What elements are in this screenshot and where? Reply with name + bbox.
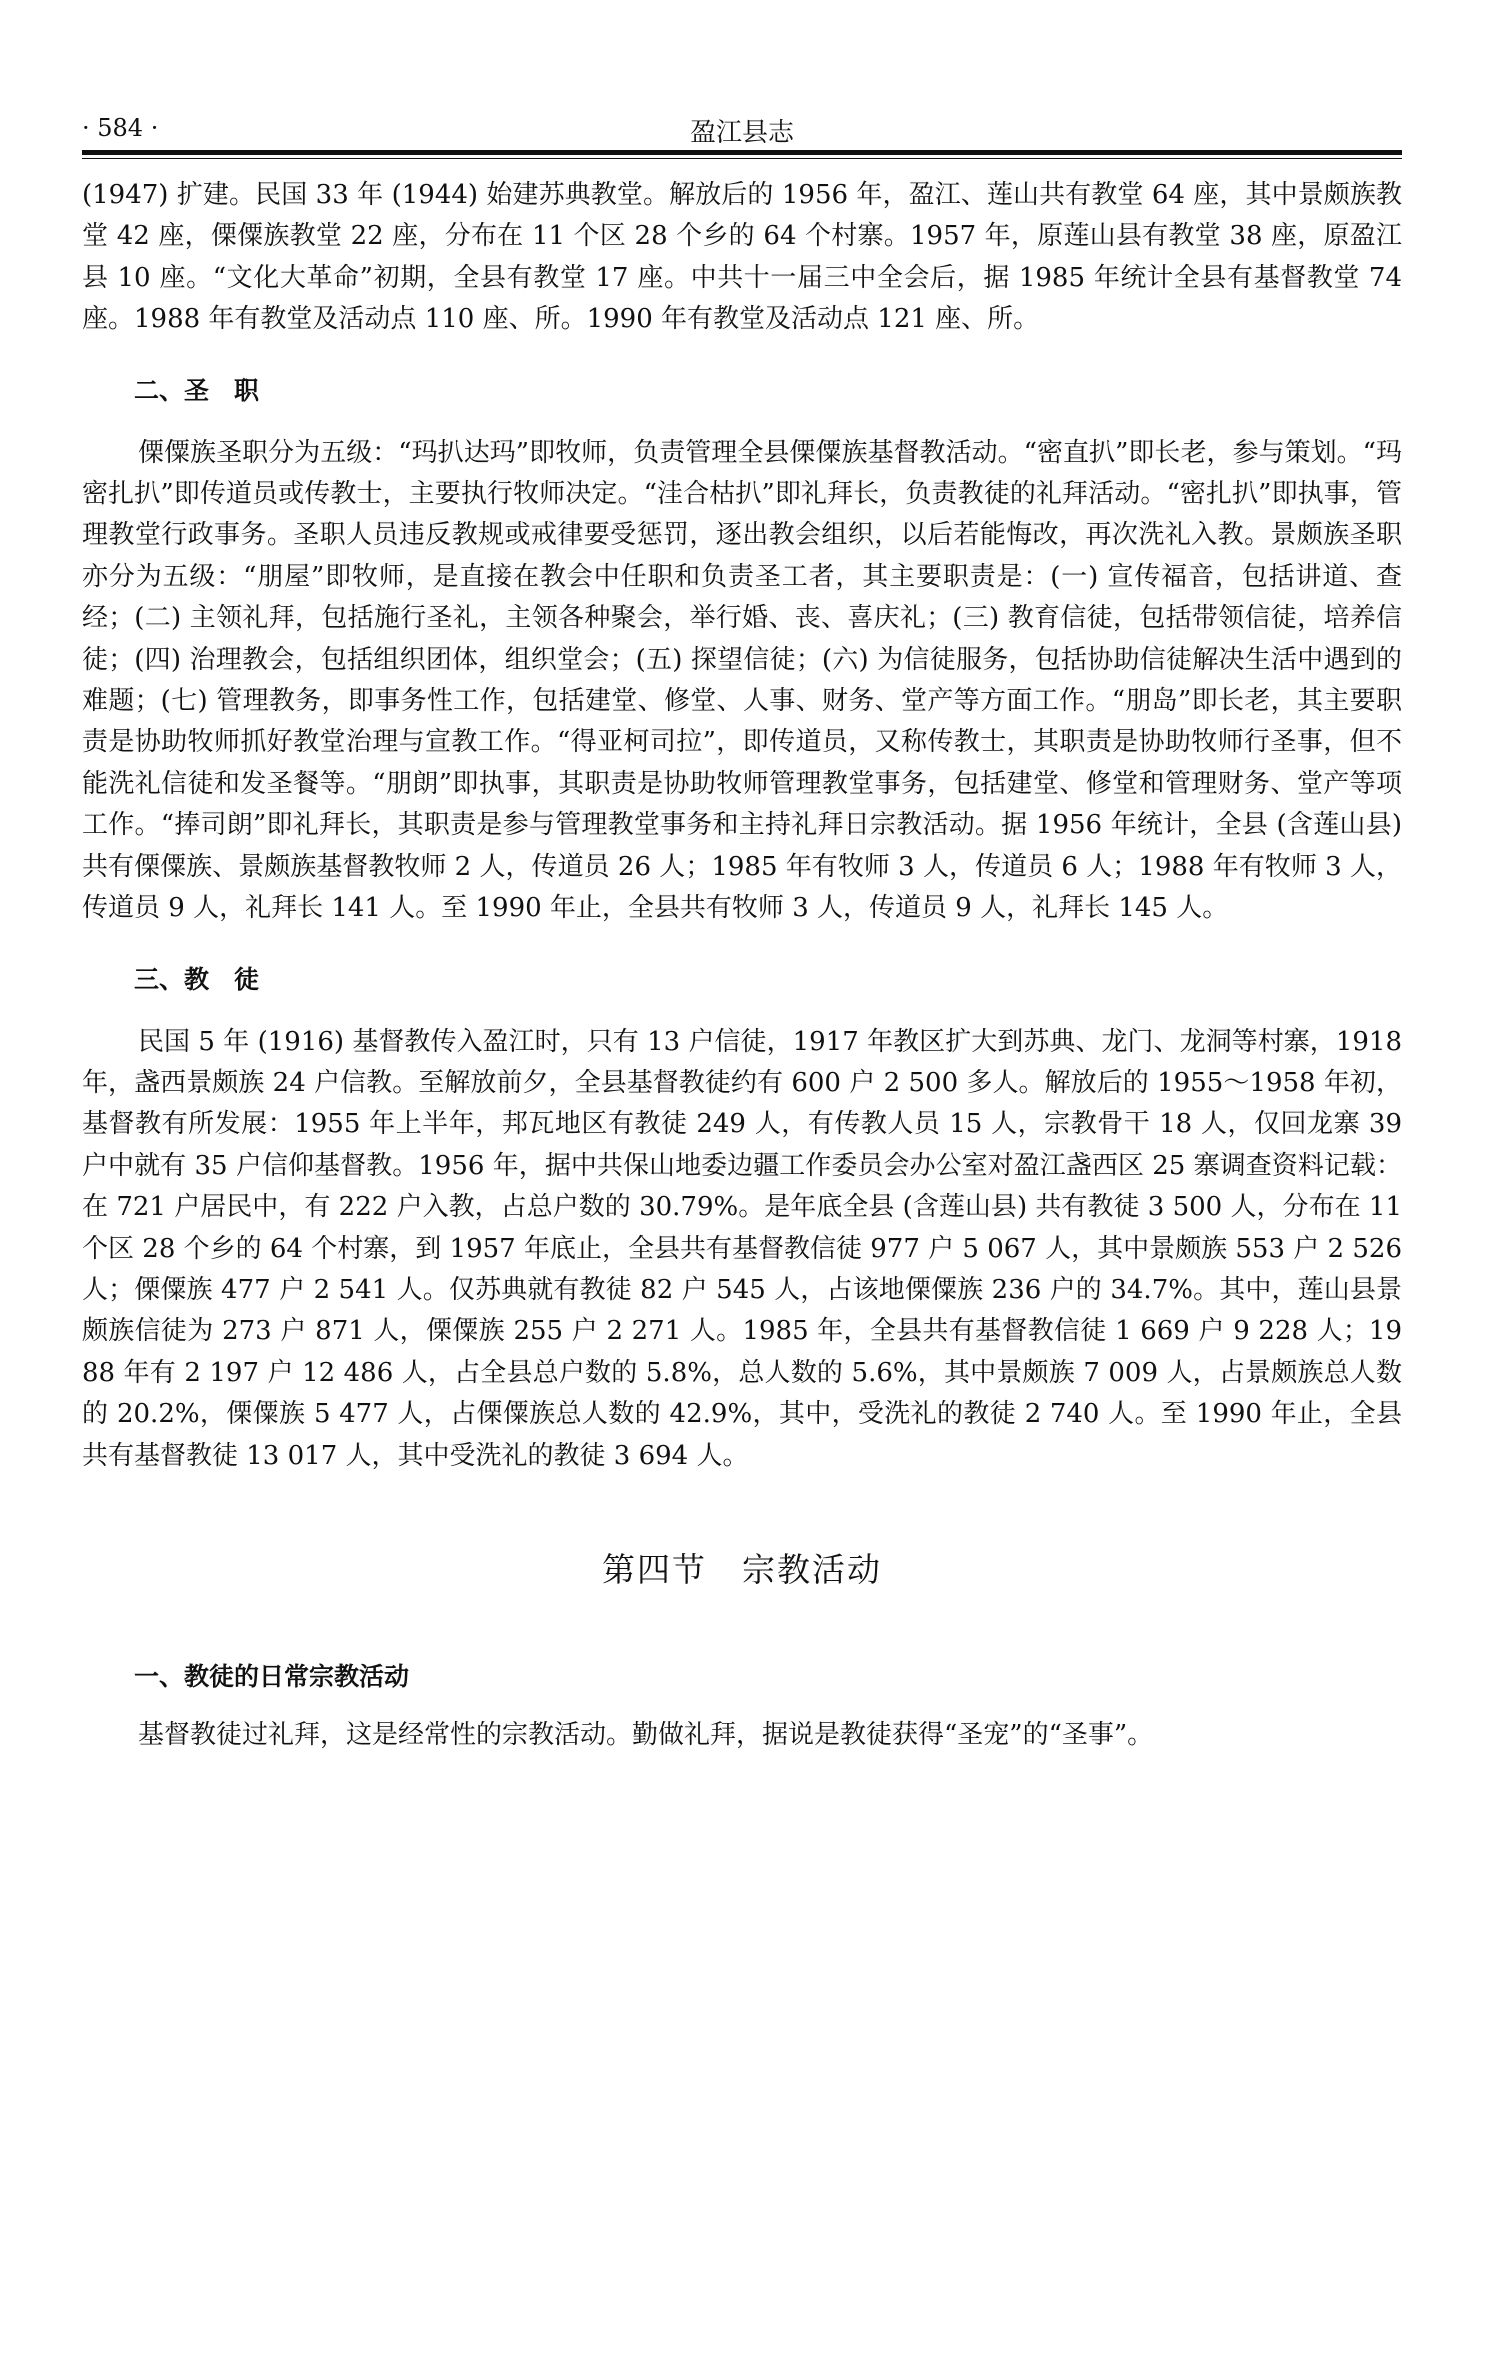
paragraph-intro: (1947) 扩建。民国 33 年 (1944) 始建苏典教堂。解放后的 1956 年，盈江、莲山共有教堂 64 座，其中景颇族教堂 42 座，傈僳族教堂 22 座，分布在 11 个区 28 个乡的 64 个村寨。1957 年，原莲山县有教堂 38 座，原盈江县 10 座。“文化大革命”初期，全县有教堂 17 座。中共十一届三中全会后，据 1985 年统计全县有基督教堂 74 座。1988 年有教堂及活动点 110 座、所。1990 年有教堂及活动点 121 座、所。 <box>82 180 1402 335</box>
running-title: 盈江县志 <box>689 118 794 148</box>
page-number: · 584 · <box>82 114 159 142</box>
header-rule-thick <box>82 150 1402 155</box>
heading-believers: 三、教 徒 <box>134 964 260 994</box>
page-header <box>82 104 1402 146</box>
paragraph-daily-activities: 基督教徒过礼拜，这是经常性的宗教活动。勤做礼拜，据说是教徒获得“圣宠”的“圣事”。 <box>138 1719 1154 1750</box>
header-rule-thin <box>82 158 1402 159</box>
paragraph-believers: 民国 5 年 (1916) 基督教传入盈江时，只有 13 户信徒，1917 年教区扩大到苏典、龙门、龙洞等村寨，1918 年，盏西景颇族 24 户信教。至解放前夕，全县基督教徒约有 600 户 2 500 多人。解放后的 1955～1958 年初，基督教有所发展：1955 年上半年，邦瓦地区有教徒 249 人，有传教人员 15 人，宗教骨干 18 人，仅回龙寨 39 户中就有 35 户信仰基督教。1956 年，据中共保山地委边疆工作委员会办公室对盈江盏西区 25 寨调查资料记载：在 721 户居民中，有 222 户入教，占总户数的 30.79%。是年底全县 (含莲山县) 共有教徒 3 500 人，分布在 11 个区 28 个乡的 64 个村寨，到 1957 年底止，全县共有基督教信徒 977 户 5 067 人，其中景颇族 553 户 2 526 人；傈僳族 477 户 2 541 人。仅苏典就有教徒 82 户 545 人，占该地傈僳族 236 户的 34.7%。其中，莲山县景颇族信徒为 273 户 871 人，傈僳族 255 户 2 271 人。1985 年，全县共有基督教信徒 1 669 户 9 228 人；1988 年有 2 197 户 12 486 人，占全县总户数的 5.8%，总人数的 5.6%，其中景颇族 7 009 人，占景颇族总人数的 20.2%，傈僳族 5 477 人，占傈僳族总人数的 42.9%，其中，受洗礼的教徒 2 740 人。至 1990 年止，全县共有基督教徒 13 017 人，其中受洗礼的教徒 3 694 人。 <box>82 1026 1402 1471</box>
paragraph-clergy: 傈僳族圣职分为五级：“玛扒达玛”即牧师，负责管理全县傈僳族基督教活动。“密直扒”即长老，参与策划。“玛密扎扒”即传道员或传教士，主要执行牧师决定。“洼合枯扒”即礼拜长，负责教徒的礼拜活动。“密扎扒”即执事，管理教堂行政事务。圣职人员违反教规或戒律要受惩罚，逐出教会组织，以后若能悔改，再次洗礼入教。景颇族圣职亦分为五级：“朋屋”即牧师，是直接在教会中任职和负责圣工者，其主要职责是：(一) 宣传福音，包括讲道、查经；(二) 主领礼拜，包括施行圣礼，主领各种聚会，举行婚、丧、喜庆礼；(三) 教育信徒，包括带领信徒，培养信徒；(四) 治理教会，包括组织团体，组织堂会；(五) 探望信徒；(六) 为信徒服务，包括协助信徒解决生活中遇到的难题；(七) 管理教务，即事务性工作，包括建堂、修堂、人事、财务、堂产等方面工作。“朋岛”即长老，其主要职责是协助牧师抓好教堂治理与宣教工作。“得亚柯司拉”，即传道员，又称传教士，其职责是协助牧师行圣事，但不能洗礼信徒和发圣餐等。“朋朗”即执事，其职责是协助牧师管理教堂事务，包括建堂、修堂和管理财务、堂产等项工作。“捧司朗”即礼拜长，其职责是参与管理教堂事务和主持礼拜日宗教活动。据 1956 年统计，全县 (含莲山县) 共有傈僳族、景颇族基督教牧师 2 人，传道员 26 人；1985 年有牧师 3 人，传道员 6 人；1988 年有牧师 3 人，传道员 9 人，礼拜长 141 人。至 1990 年止，全县共有牧师 3 人，传道员 9 人，礼拜长 145 人。 <box>82 437 1402 924</box>
document-page <box>82 104 1402 1756</box>
section-title: 第四节 宗教活动 <box>602 1549 882 1589</box>
heading-clergy: 二、圣 职 <box>134 375 260 405</box>
heading-daily-activities: 一、教徒的日常宗教活动 <box>134 1661 410 1691</box>
